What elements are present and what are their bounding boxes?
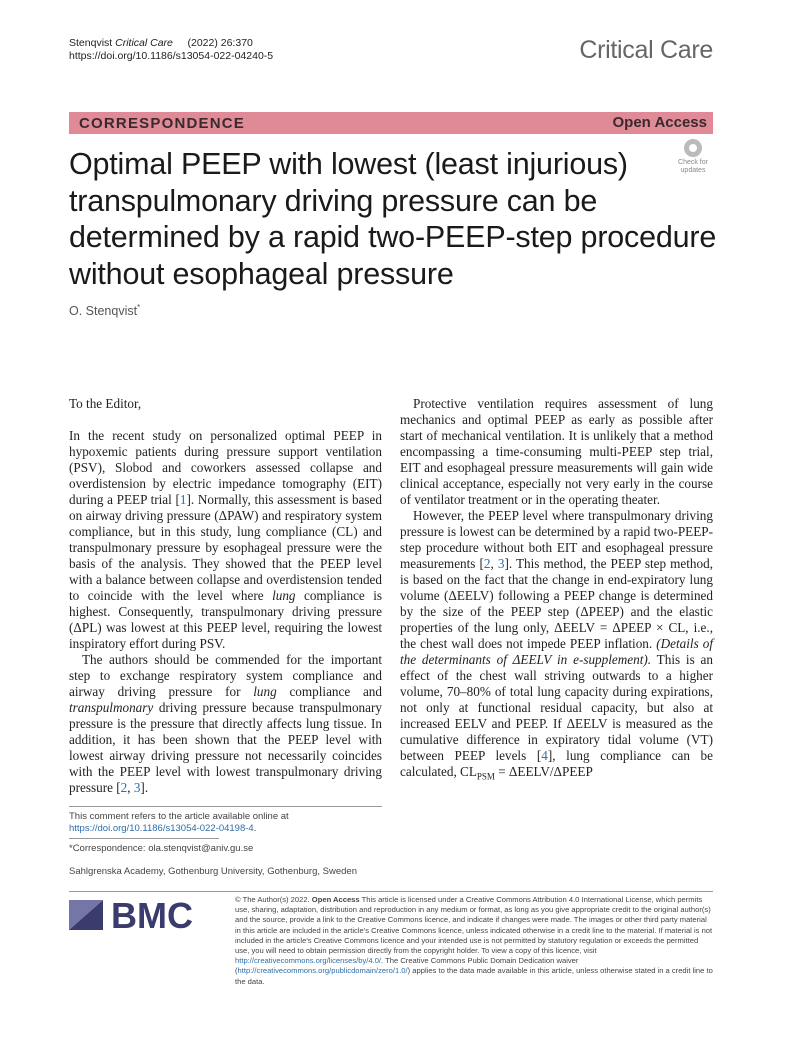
article-type-banner <box>69 112 713 134</box>
journal-logo: Critical Care <box>579 36 713 64</box>
paragraph-1: In the recent study on personalized optimal PEEP in hypoxemic patients during pressure support ventilation (PSV), Slobod and coworkers assessed collapse and overdistension by electric impedance tomography (EIT) during a PEEP trial [1]. Normally, this assessment is based on airway driving pressure (ΔPAW) and respiratory system compliance, but in this study, lung compliance (CL) and transpulmonary pressure by esophageal pressure were the basis of the analysis. They showed that the PEEP level with a balance between collapse and overdistension tended to coincide with the level where lung compliance is highest. Consequently, transpulmonary driving pressure (ΔPL) was lowest at this PEEP level, requiring the lowest inspiratory effort during PSV. <box>69 428 383 651</box>
reference-link[interactable]: 2 <box>483 556 491 571</box>
check-for-updates-icon <box>684 139 702 157</box>
reference-link[interactable]: 3 <box>133 780 141 795</box>
author-name: O. Stenqvist <box>69 304 138 319</box>
citation-author: Stenqvist <box>69 37 113 49</box>
reference-link[interactable]: 1 <box>179 492 187 507</box>
open-access-label: Open Access <box>612 114 707 131</box>
reference-link[interactable]: 2 <box>120 780 128 795</box>
citation-header <box>69 37 273 63</box>
license-link[interactable]: http://creativecommons.org/licenses/by/4.0/ <box>235 956 382 966</box>
article-title: Optimal PEEP with lowest (least injurious) transpulmonary driving pressure can be determined by a rapid two-PEEP-step procedure without esophageal pressure <box>69 147 717 291</box>
correspondence-email[interactable]: *Correspondence: ola.stenqvist@aniv.gu.se <box>69 843 254 854</box>
affiliation: Sahlgrenska Academy, Gothenburg University, Gothenburg, Sweden <box>69 866 357 877</box>
bmc-logo-icon <box>69 896 219 932</box>
check-for-updates-text: Check for updates <box>678 159 708 174</box>
check-for-updates-badge[interactable] <box>674 139 712 179</box>
paragraph-2: The authors should be commended for the important step to exchange respiratory system compliance and airway driving pressure for lung compliance and transpulmonary driving pressure because transpulmonary pressure is the pressure that directly affects lung tissue. In addition, it has been shown that the PEEP level with lowest airway driving pressure not necessarily coincides with the PEEP level with lowest transpulmonary driving pressure [2, 3]. <box>69 652 382 795</box>
greeting: To the Editor, <box>69 396 142 411</box>
comment-link[interactable]: https://doi.org/10.1186/s13054-022-04198-4 <box>69 823 254 834</box>
paragraph-3: Protective ventilation requires assessment of lung mechanics and optimal PEEP as early as possible after start of mechanical ventilation. It is unlikely that a method encompassing a time-consuming multi-PEEP step trial, EIT and esophageal pressure measurements will gain wide clinical acceptance, especially not very early in the course of ventilator treatment or in the operating theater. <box>400 396 713 507</box>
article-type-label: CORRESPONDENCE <box>79 115 245 132</box>
waiver-link[interactable]: http://creativecommons.org/publicdomain/zero/1.0/ <box>237 966 408 976</box>
author-mark: * <box>137 303 141 312</box>
citation-journal: Critical Care <box>115 37 173 49</box>
footnote-divider <box>69 806 382 807</box>
bmc-logo-text: BMC <box>111 896 193 932</box>
body-column-right <box>400 396 713 785</box>
body-column-left <box>69 396 382 796</box>
reference-link[interactable]: 3 <box>497 556 505 571</box>
paragraph-4: However, the PEEP level where transpulmonary driving pressure is lowest can be determined by a rapid two-PEEP-step procedure without both EIT and esophageal pressure measurements [2, 3]. This method, the PEEP step method, is based on the fact that the change in end-expiratory lung volume (ΔEELV) following a PEEP change is determined by the size of the PEEP step (ΔPEEP) and the elastic properties of the lung only, ΔEELV = ΔPEEP × CL, i.e., the chest wall does not impede PEEP inflation. (Details of the determinants of ΔEELV in e-supplement). This is an effect of the chest wall striving outwards to a higher volume, 70–80% of total lung capacity during expirations, not only at functional residual capacity, but also at increased EELV and PEEP. If ΔEELV is measured as the cumulative difference in expiratory tidal volume (VT) between PEEP levels [4], lung compliance can be calculated, $CL_{PSM}$ = ΔEELV/ΔPEEP <box>400 508 714 782</box>
correspondence-divider <box>69 838 219 839</box>
bmc-logo <box>69 896 219 932</box>
citation-year-volume: (2022) 26:370 <box>187 37 253 49</box>
citation-doi[interactable]: https://doi.org/10.1186/s13054-022-04240-5 <box>69 50 274 62</box>
author-line <box>69 303 140 318</box>
license-divider <box>69 891 713 892</box>
comment-footnote: This comment refers to the article available online at https://doi.org/10.1186/s13054-022-04198-4. <box>69 811 289 834</box>
license-text: © The Author(s) 2022. Open Access This article is licensed under a Creative Commons Attribution 4.0 International License, which permits use, sharing, adaptation, distribution and reproduction in any medium or format, as long as you give appropriate credit to the original author(s) and the source, provide a link to the Creative Commons licence, and indicate if changes were made. The images or other third party material in this article are included in the article's Creative Commons licence, unless indicated otherwise in a credit line to the material. If material is not included in the article's Creative Commons licence and your intended use is not permitted by statutory regulation or exceeds the permitted use, you will need to obtain permission directly from the copyright holder. To view a copy of this licence, visit http://creativecommons.org/licenses/by/4.0/. The Creative Commons Public Domain Dedication waiver (http://creativecommons.org/publicdomain/zero/1.0/) applies to the data made available in this article, unless otherwise stated in a credit line to the data. <box>235 895 713 986</box>
reference-link[interactable]: 4 <box>541 748 548 763</box>
